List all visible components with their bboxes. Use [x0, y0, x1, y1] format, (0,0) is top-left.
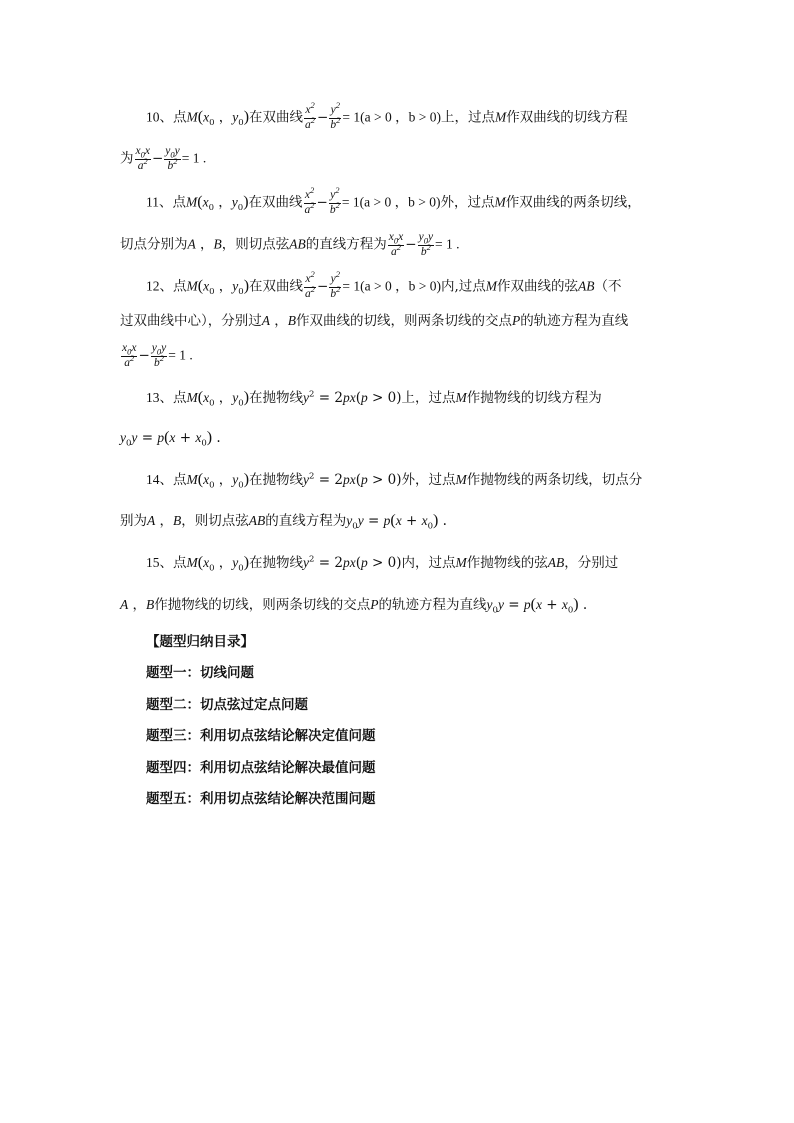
heading-type-3: 题型三：利用切点弦结论解决定值问题 [146, 728, 376, 744]
heading-catalog: 【题型归纳目录】 [146, 634, 254, 650]
item-10-line-2: 为 $\frac{x_0x}{a^2}$ − $\frac{y_0y}{b^2}$ = 1 . [120, 145, 207, 172]
item-14-line-1: 14、点$M(x_0$ ，$y_0$)在抛物线$y^2 = 2px(p > 0)$外，过点M作抛物线的两条切线，切点分 [146, 471, 643, 491]
heading-type-1: 题型一：切线问题 [146, 665, 254, 681]
item-11-line-2: 切点分别为A ，B，则切点弦AB的直线方程为 $\frac{x_0x}{a^2}$ − $\frac{y_0y}{b^2}$ = 1 . [120, 231, 460, 258]
item-15-line-1: 15、点$M(x_0$ ，$y_0$)在抛物线$y^2 = 2px(p > 0)$内，过点M作抛物线的弦AB，分别过 [146, 554, 619, 574]
item-12-line-3: $\frac{x_0x}{a^2}$ − $\frac{y_0y}{b^2}$ = 1 . [122, 342, 193, 369]
item-12-line-2: 过双曲线中心），分别过A ，B作双曲线的切线，则两条切线的交点P的轨迹方程为直线 [120, 313, 629, 329]
item-15-line-2: A ，B作抛物线的切线，则两条切线的交点P的轨迹方程为直线$y_0y = p(x + x_0)$ . [120, 596, 588, 616]
heading-type-5: 题型五：利用切点弦结论解决范围问题 [146, 791, 376, 807]
heading-type-2: 题型二：切点弦过定点问题 [146, 697, 308, 713]
item-11-line-1: 11、点$M(x_0$ ，$y_0$)在双曲线 $\frac{x^2}{a^2}$ − $\frac{y^2}{b^2}$ = 1(a > 0 ，b > 0)外，过点M作双曲线的两条切线， [146, 185, 641, 216]
heading-type-4: 题型四：利用切点弦结论解决最值问题 [146, 760, 376, 776]
item-13-line-2: $y_0y = p(x + x_0)$ . [120, 429, 221, 449]
item-10-line-1: 10、点$M(x_0$ ，$y_0$)在双曲线 $\frac{x^2}{a^2}$ − $\frac{y^2}{b^2}$ = 1(a > 0 ，b > 0)上，过点M作双曲线的切线方程 [146, 100, 628, 131]
item-13-line-1: 13、点$M(x_0$ ，$y_0$)在抛物线$y^2 = 2px(p > 0)$上，过点M作抛物线的切线方程为 [146, 389, 602, 409]
item-12-line-1: 12、点$M(x_0$ ，$y_0$)在双曲线 $\frac{x^2}{a^2}$ − $\frac{y^2}{b^2}$ = 1(a > 0 ，b > 0)内,过点M作双曲线的弦AB（不 [146, 269, 622, 300]
item-14-line-2: 别为A ，B，则切点弦AB的直线方程为$y_0y = p(x + x_0)$ . [120, 512, 447, 532]
